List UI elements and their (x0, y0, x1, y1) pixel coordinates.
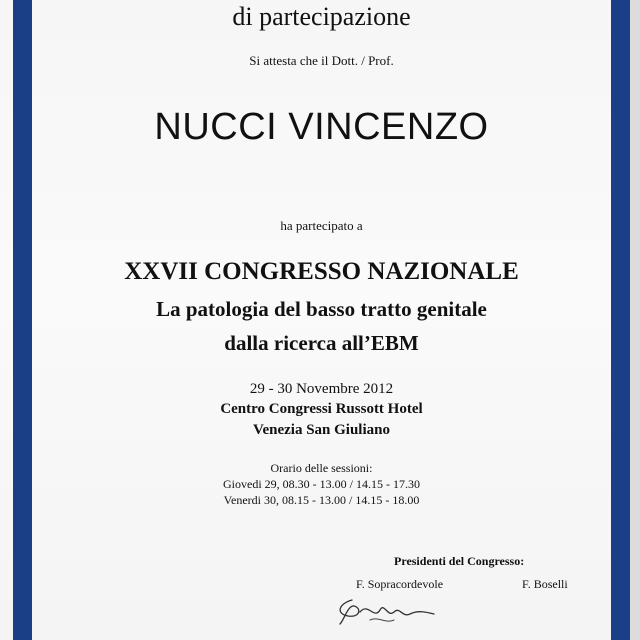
page-edge (630, 0, 640, 640)
president-name-2: F. Boselli (522, 577, 568, 591)
attest-line: Si attesta che il Dott. / Prof. (249, 53, 394, 68)
left-blue-border (13, 0, 32, 640)
sessions-label: Orario delle sessioni: (270, 461, 373, 475)
venue-line-2: Venezia San Giuliano (253, 422, 390, 438)
participated-line: ha partecipato a (280, 218, 363, 233)
certificate-heading: di partecipazione (232, 2, 411, 31)
congress-dates: 29 - 30 Novembre 2012 (249, 381, 394, 397)
sessions-line-1: Giovedi 29, 08.30 - 13.00 / 14.15 - 17.30 (223, 477, 420, 491)
venue-line-1: Centro Congressi Russott Hotel (220, 401, 423, 417)
congress-title: XXVII CONGRESSO NAZIONALE (124, 258, 519, 285)
president-name-1: F. Sopracordevole (356, 577, 444, 591)
participant-name: NUCCI VINCENZO (154, 106, 489, 148)
presidents-label: Presidenti del Congresso: (394, 554, 525, 568)
handwritten-signature (330, 590, 450, 630)
congress-subtitle-line-1: La patologia del basso tratto genitale (156, 297, 487, 321)
right-blue-border (611, 0, 630, 640)
sessions-line-2: Venerdi 30, 08.15 - 13.00 / 14.15 - 18.00 (223, 493, 420, 507)
congress-subtitle-line-2: dalla ricerca all’EBM (224, 331, 419, 355)
